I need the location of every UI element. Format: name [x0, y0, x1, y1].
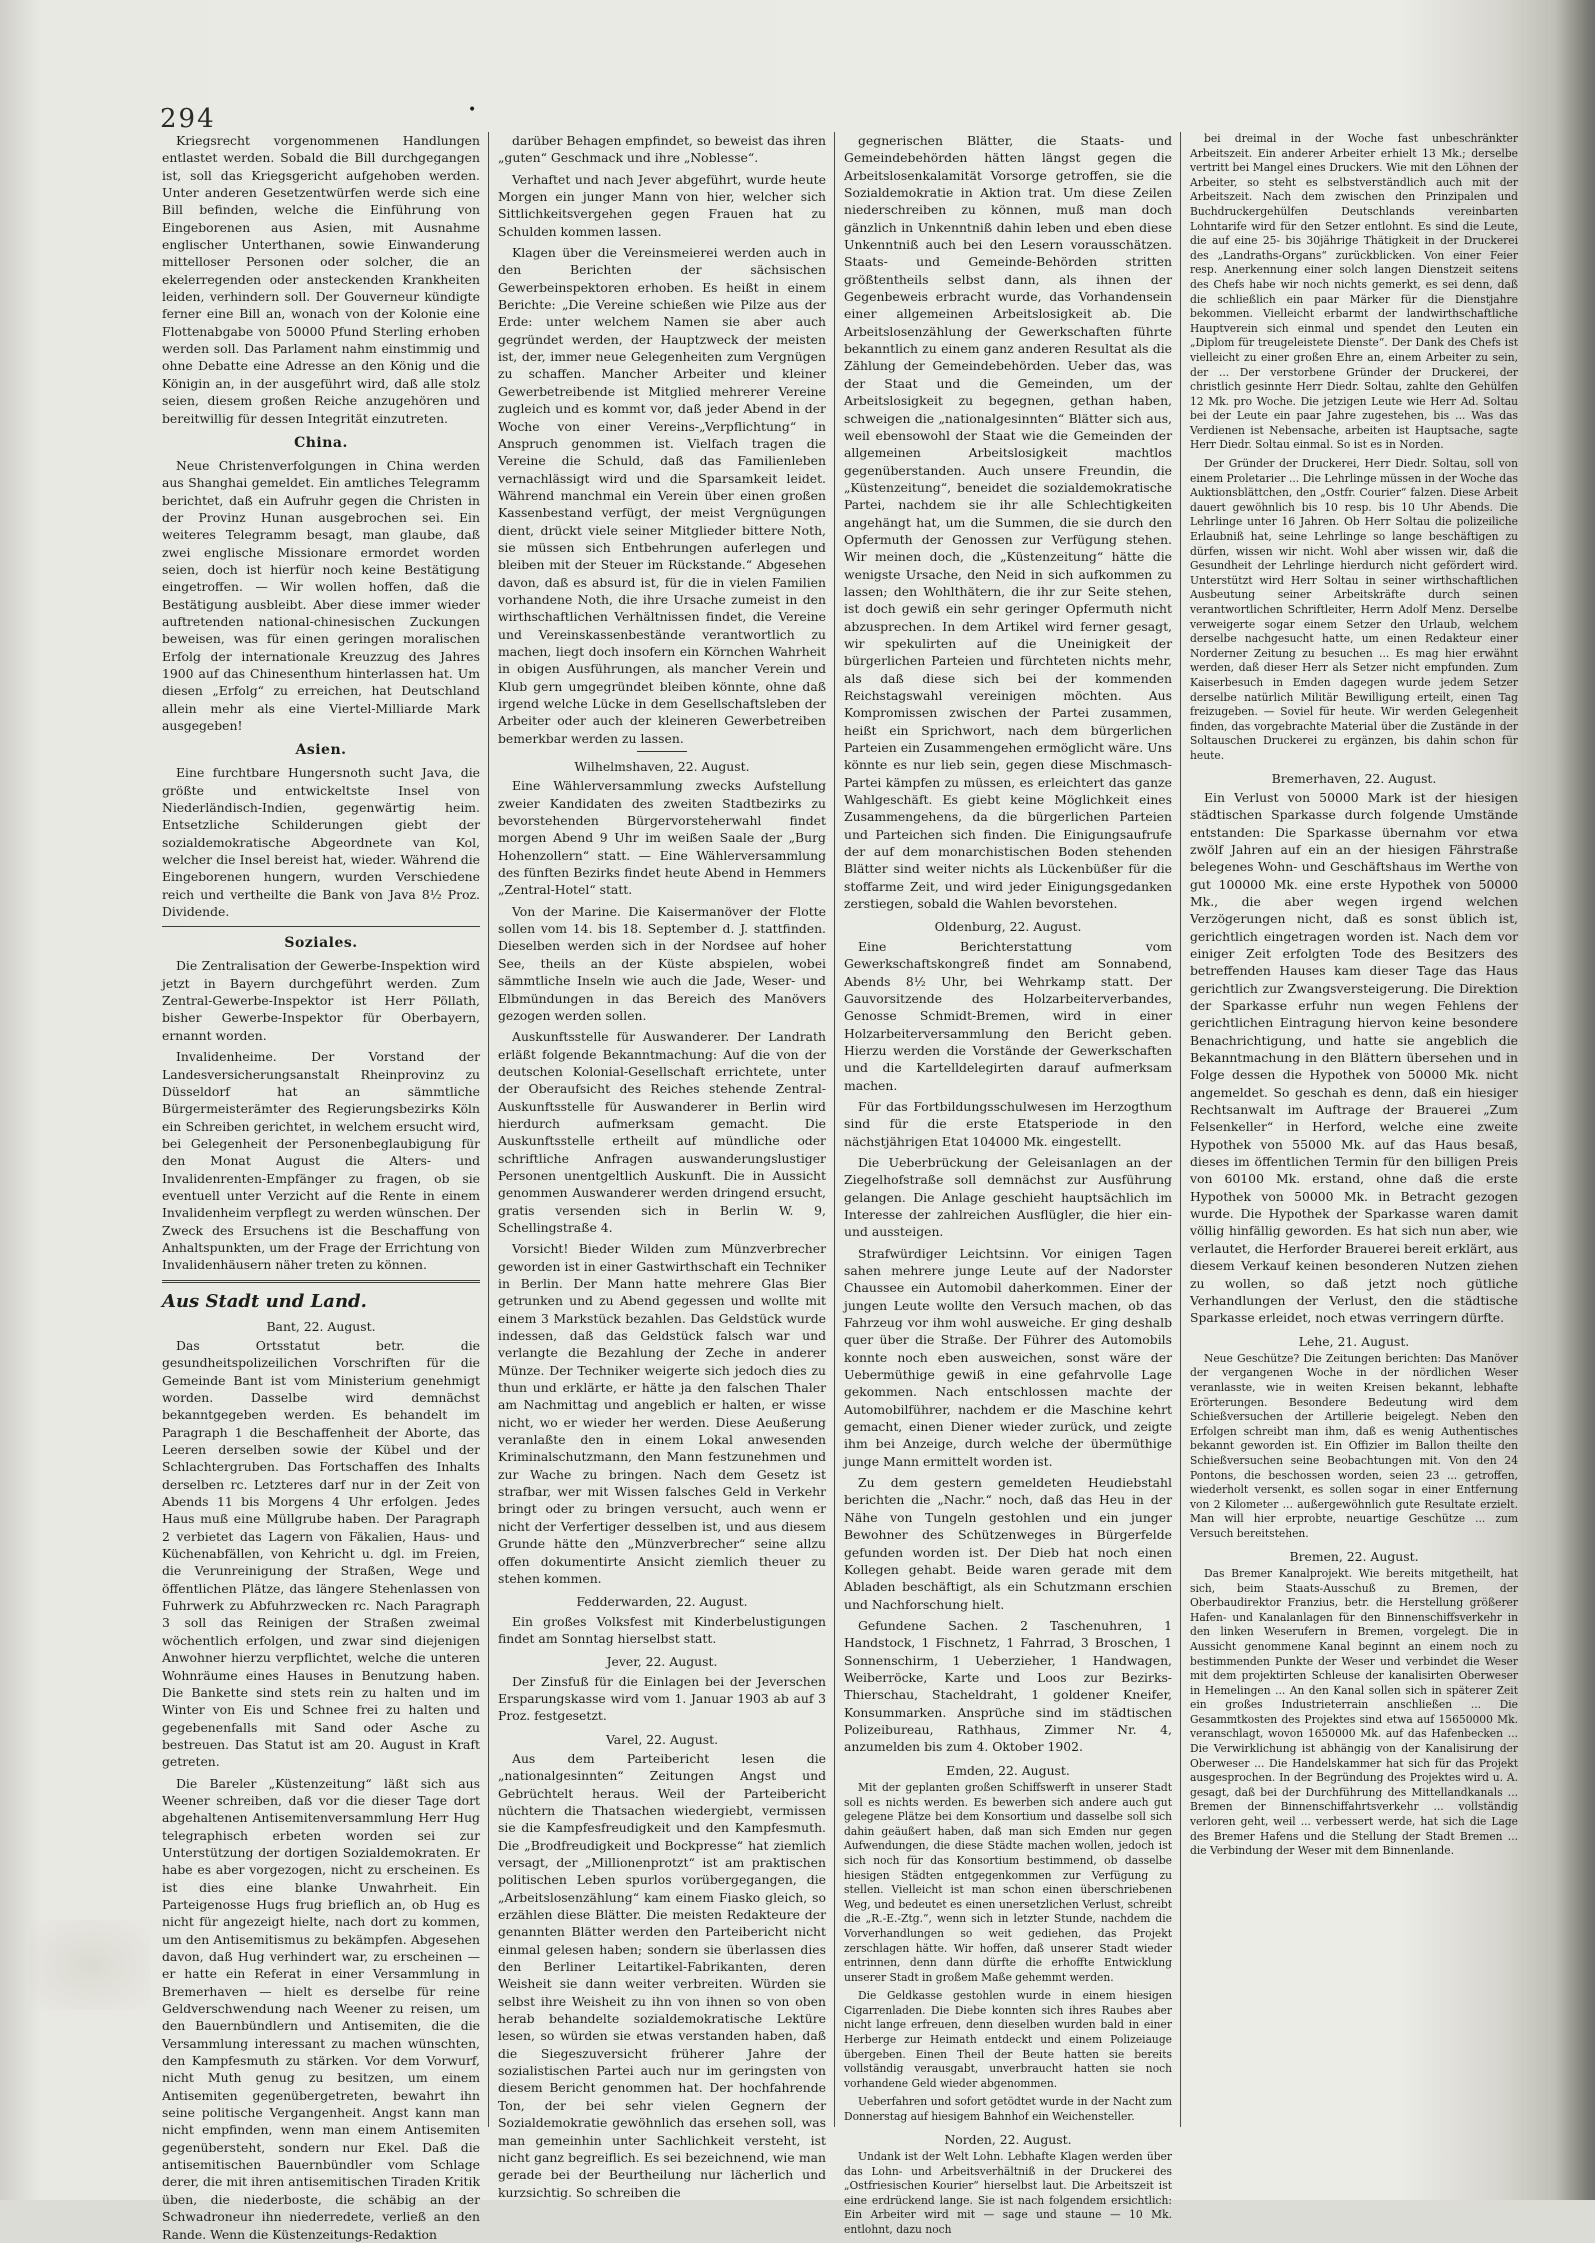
article-auskunftsstelle: Auskunftsstelle für Auswanderer. Der Landrath erläßt folgende Bekanntmachung: Auf die von der deutschen Kolonial-Gesellschaft errichtete, unter der Oberaufsicht des Reiches stehende Zentral-Auskunftsstelle für Auswanderer in Berlin wird hierdurch aufmerksam gemacht. Die Auskunftsstelle ertheilt auf mündliche oder schriftliche Anfragen auswanderungslustiger Personen unentgeltlich Auskunft. Die in Aussicht genommen Auswanderer werden dringend ersucht, gratis versenden sich in Berlin W. 9, Schellingstraße 4.: [498, 1029, 826, 1235]
article-gegnerische-blaetter: gegnerischen Blätter, die Staats- und Gemeindebehörden hätten längst gegen die Arbeitslosenkalamität Vorsorge getroffen, sie die Sozialdemokratie in Aktion trat. Um diese Zeilen niederschreiben zu können, muß man doch gänzlich in Unkenntniß dahin leben und eben diese Unkenntniß auch bei den Lesern vorausschätzen. Staats- und Gemeinde-Behörden stritten größtentheils selbst dann, als ihnen der Gegenbeweis erbracht wurde, das Vorhandensein einer allgemeinen Arbeitslosigkeit ab. Die Arbeitslosenzählung der Gewerkschaften führte bekanntlich zu einem ganz anderen Resultat als die Zählung der Gemeindebehörden. Ueber das, was der Staat und die Gemeinden, um der Arbeitslosigkeit zu begegnen, gethan haben, schweigen die „nationalgesinnten“ Blätter sich aus, weil ebensowohl der Staat wie die Gemeinden der allgemeinen Arbeitslosigkeit machtlos gegenüberstanden. Auch unsere Freundin, die „Küstenzeitung“, beneidet die sozialdemokratische Partei, nachdem sie ihr alle Schlechtigkeiten angehängt hat, um die Summen, die sie durch den Opfermuth der Genossen zur Verfügung stehen. Wir meinen doch, die „Küstenzeitung“ hätte die wenigste Ursache, den Neid in sich aufkommen zu lassen; den Wohlthätern, die ihr zur Seite stehen, ist doch gewiß ein sehr geringer Opfermuth nicht abzusprechen. In dem Artikel wird ferner gesagt, wir spekulirten auf die Uneinigkeit der bürgerlichen Parteien und fürchteten nichts mehr, als daß diese sich bei der kommenden Reichstagswahl vereinigen möchten. Aus Kompromissen zwischen der Partei zusammen, heißt ein Sprichwort, nach dem bürgerlichen Parteien ein Zusammengehen ermöglicht wäre. Uns könnte es nur lieb sein, gegen diese Mischmasch-Partei kämpfen zu müssen, es erleichtert das ganze Wahlgeschäft. Es giebt keine Möglichkeit eines Zusammengehens, da die bürgerlichen Parteien und Parteichen sich finden. Die Einigungsaufrufe der auf dem monarchistischen Boden stehenden Blätter sind weiter nichts als Lückenbüßer für die stoffarme Zeit, und wird jeder Einigungsgedanken zerstiegen, sobald die Wahlen bevorstehen.: [844, 133, 1172, 912]
article-volksfest: Ein großes Volksfest mit Kinderbelustigungen findet am Sonntag hierselbst statt.: [498, 1613, 826, 1646]
dateline-bremen: Bremen, 22. August.: [1289, 1548, 1419, 1564]
article-parteibericht: Aus dem Parteibericht lesen die „nationalgesinnten“ Zeitungen Angst und Gebrüchtelt heraus. Weil der Parteibericht nüchtern die Thatsachen wiedergiebt, vermissen sie die Kampfesfreudigkeit und den Kampfesmuth. Die „Brodfreudigkeit und Bockpresse“ hat ziemlich versagt, der „Millionenprotzt“ ist am praktischen politischen Leben spurlos vorübergegangen, die „Arbeitslosenzählung“ kam einem Fiasko gleich, so erzählen diese Blätter. Die meisten Redakteure der genannten Blätter werden den Parteibericht nicht einmal gelesen haben; sondern sie überlassen dies den Berliner Leitartikel-Fabrikanten, deren Weisheit sie dann weiter verbreiten. Würden sie selbst ihre Weisheit zu ihn von ihnen so von oben herab behandelte sozialdemokratische Lektüre lesen, so würden sie etwas verstanden haben, daß die Siegeszuversicht früherer Jahre der sozialistischen Partei auch nur im geringsten von diesem Bericht genommen hat. Der hochfahrende Ton, der bei sehr vielen Gegnern der Sozialdemokratie gewöhnlich das ersehen soll, was man gemeinhin unter Sachlichkeit versteht, ist nicht ganz begreiflich. Es sei bezeichnend, wie man gerade bei der Beurtheilung nur lächerlich und kurzsichtig. So schreiben die: [498, 1750, 826, 2200]
article-kriegsrecht: Kriegsrecht vorgenommenen Handlungen entlastet werden. Sobald die Bill durchgegangen ist, soll das Kriegsgericht aufgehoben werden. Unter anderen Gesetzentwürfen werde sich eine Bill befinden, welche die Einführung von Eingeborenen aus Asien, mit Ausnahme englischer Unterthanen, sowie Einwanderung mittelloser Personen oder solcher, die an ekelerregenden oder ansteckenden Krankheiten leiden, verhindern soll. Der Gouverneur kündigte ferner eine Bill an, wonach von der Kolonie eine Flottenabgabe von 50000 Pfund Sterling erhoben werden soll. Das Parlament nahm einstimmig und ohne Debatte eine Adresse an den König und die Königin an, in der ausgeführt wird, daß alle stolz seien, diesem großen Reiche anzugehören und bereitwillig für dessen Integrität einzutreten.: [162, 133, 480, 426]
short-rule: [637, 751, 687, 752]
article-columns: [162, 132, 1518, 2242]
dateline-bremerhaven: Bremerhaven, 22. August.: [1271, 770, 1437, 786]
section-divider-double: [162, 1280, 480, 1283]
article-gewerbe-inspektion: Die Zentralisation der Gewerbe-Inspektion wird jetzt in Bayern durchgeführt werden. Zum Zentral-Gewerbe-Inspektor ist Herr Pöllath, bisher Gewerbe-Inspektor für Oberbayern, ernannt worden.: [162, 958, 480, 1043]
column-rule-1: [488, 132, 489, 2127]
article-ortsstatut: Das Ortsstatut betr. die gesundheitspolizeilichen Vorschriften für die Gemeinde Bant ist vom Ministerium genehmigt worden. Dasselbe wird demnächst bekanntgegeben werden. Es behandelt im Paragraph 1 die Beschaffenheit der Aborte, das Leeren derselben sowie der Kübel und der Schlachtergruben. Das Fortschaffen des Inhalts derselben rc. Letzteres darf nur in der Zeit von Abends 11 bis Morgens 4 Uhr erfolgen. Jedes Haus muß eine Müllgrube haben. Der Paragraph 2 verbietet das Lagern von Fäkalien, Haus- und Küchenabfällen, von Kehricht u. dgl. im Freien, die Verunreinigung der Straßen, Wege und öffentlichen Plätze, das längere Stehenlassen von Fuhrwerk zu Abfuhrzwecken rc. Nach Paragraph 3 soll das Reinigen der Straßen zweimal wöchentlich erfolgen, und zwar sind diejenigen Anwohner hierzu verpflichtet, welche die unteren Wohnräume eines Hauses in Benutzung haben. Die Bankette sind stets rein zu halten und im Winter von Eis und Schnee frei zu halten und gegebenenfalls mit Sand oder Asche zu bestreuen. Das Statut ist am 20. August in Kraft getreten.: [162, 1337, 480, 1770]
article-berichterstattung: Eine Berichterstattung vom Gewerkschaftskongreß findet am Sonnabend, Abends 8½ Uhr, bei Wehrkamp statt. Der Gauvorsitzende des Holzarbeiterverbandes, Genosse Schmidt-Bremen, wird in einer Holzarbeiterversammlung den Bericht geben. Hierzu werden die Vorstände der Gewerkschaften und die Kartelldelegirten darauf aufmerksam machen.: [844, 938, 1172, 1093]
column-rule-3: [1180, 132, 1181, 2127]
dateline-oldenburg: Oldenburg, 22. August.: [934, 919, 1082, 935]
article-druckerei-lehrlinge: Der Gründer der Druckerei, Herr Diedr. Soltau, soll von einem Proletarier ... Die Lehrlinge müssen in der Woche das Auktionsblättchen, den „Ostfr. Courier“ falzen. Diese Arbeit dauert gewöhnlich bis 10 resp. bis 10 Uhr Abends. Die Lehrlinge unter 16 Jahren. Ob Herr Soltau die polizeiliche Erlaubniß hat, seine Lehrlinge so lange beschäftigen zu dürfen, wissen wir nicht. Wohl aber wissen wir, daß die Gesundheit der Lehrlinge hierdurch nicht gefördert wird. Unterstützt wird Herr Soltau in seiner wirthschaftlichen Ausbeutung seiner Arbeitskräfte durch seinen verantwortlichen Schriftleiter, Herrn Adolf Menz. Derselbe verweigerte sogar einem Setzer den Urlaub, welchem derselbe nachgesucht hatte, um einen Redakteur einer Norderner Zeitung zu besuchen ... Es mag hier erwähnt werden, daß dieser Herr als Setzer nicht empfunden. Zum Kaiserbesuch in Emden dagegen wurde jedem Setzer derselbe natürlich Militär Bewilligung erteilt, einen Tag freizugeben. — Soviel für heute. Wir werden Gelegenheit finden, das vorgebrachte Material über die Zustände in der Soltauschen Druckerei zu ergänzen, bis dahin schon für heute.: [1190, 457, 1518, 762]
article-christenverfolgungen: Neue Christenverfolgungen in China werden aus Shanghai gemeldet. Ein amtliches Telegramm berichtet, daß ein Aufruhr gegen die Christen in der Provinz Hunan ausgebrochen sei. Ein weiteres Telegramm besagt, man glaube, daß zwei englische Missionare ermordet worden seien, doch ist hierfür noch keine Bestätigung eingetroffen. — Wir wollen hoffen, daß die Bestätigung ausbleibt. Aber diese immer wieder auftretenden national-chinesischen Zuckungen beweisen, was für einen geringen moralischen Erfolg der internationale Kreuzzug des Jahres 1900 auf das Chinesenthum hinterlassen hat. Um diesen „Erfolg“ zu erreichen, hat Deutschland allein mehr als eine Viertel-Milliarde Mark ausgegeben!: [162, 457, 480, 733]
column-rule-2: [834, 132, 835, 2127]
article-ueberbrueckung: Die Ueberbrückung der Geleisanlagen an der Ziegelhofstraße soll demnächst zur Ausführung gelangen. Die Anlage geschieht hauptsächlich im Interesse der zahlreichen Ausflügler, die hier ein- und aussteigen.: [844, 1154, 1172, 1240]
section-heading-asien: Asien.: [295, 742, 347, 759]
article-leichtsinn: Strafwürdiger Leichtsinn. Vor einigen Tagen sahen mehrere junge Leute auf der Nadorster Chaussee ein Automobil daherkommen. Einer der jungen Leute wollte den Versuch machen, ob das Fahrzeug vor ihm wohl ausweiche. Er ging deshalb quer über die Straße. Der Führer des Automobils konnte noch eben ausweichen, sonst wäre der Uebermüthige gewiß in eine gefahrvolle Lage gekommen. Nach entschlossen machte der Automobilführer, nachdem er die Maschine kehrt gemacht, einen Diener wieder zurück, und zeigte ihm bei Anzeige, durch welche der übermüthige junge Mann ermittelt worden ist.: [844, 1245, 1172, 1469]
section-divider: [162, 926, 480, 927]
article-ueberfahren: Ueberfahren und sofort getödtet wurde in der Nacht zum Donnerstag auf hiesigem Bahnhof ein Weichensteller.: [844, 2095, 1172, 2124]
article-kuestenzeitung: Die Bareler „Küstenzeitung“ läßt sich aus Weener schreiben, daß vor die dieser Tage dort abgehaltenen Antisemitenversammlung Herr Hug telegraphisch erbeten worden sei zur Unterstützung der dortigen Sozialdemokraten. Er habe es aber vorgezogen, nicht zu erscheinen. Es ist dies eine blanke Unwahrheit. Ein Parteigenosse Hugs frug brieflich an, ob Hug es nicht für angezeigt hielte, nach dort zu kommen, um den Antisemitismus zu bekämpfen. Abgesehen davon, daß Hug verhindert war, zu erscheinen — er hatte ein Referat in einer Versammlung in Bremerhaven — hielt es derselbe für reine Geldverschwendung nach Weener zu reisen, um den Bauernbündlern und Antisemiten, die die Versammlung interessant zu machen wünschten, den Kampfesmuth zu stärken. Vor dem Vorwurf, nicht Muth genug zu besitzen, um einem Antisemiten gegenübergetreten, bewahrt ihn seine politische Vergangenheit. Angst kann man nicht empfinden, wenn man einem Antisemiten gegenübersteht, sondern nur Ekel. Daß die antisemitischen Bauernbündler vom Schlage derer, die mit ihren antisemitischen Tiraden Kritik üben, die niederboste, die schäbig an der Schwadroneur ihn niederredete, verließ an den Rande. Wenn die Küstenzeitungs-Redaktion: [162, 1775, 480, 2242]
article-undank: Undank ist der Welt Lohn. Lebhafte Klagen werden über das Lohn- und Arbeitsverhältniß in der Druckerei des „Ostfriesischen Kourier“ hierselbst laut. Die Arbeitszeit ist eine erdrückend lange. Sie ist nach folgendem ersichtlich: Ein Arbeiter wird mit — sage und staune — 10 Mk. entlohnt, dazu noch: [844, 2149, 1172, 2236]
article-vorsicht: Vorsicht! Bieder Wilden zum Münzverbrecher geworden ist in einer Gastwirthschaft ein Techniker in Berlin. Der Mann hatte mehrere Glas Bier getrunken und zu Abend gegessen und wollte mit einem 3 Markstück bezahlen. Das Geldstück wurde indessen, daß das Geldstück falsch war und verlangte die Bezahlung der Zeche in anderer Münze. Der Techniker weigerte sich jedoch dies zu thun und erklärte, er hätte ja den falschen Thaler am Nachmittag und angeblich er halten, er wisse nicht, wo er wieder her werden. Diese Aeußerung veranlaßte den in einem Lokal anwesenden Kriminalschutzmann, den Mann festzunehmen und zur Wache zu bringen. Nach dem Gesetz ist strafbar, wer mit Wissen falsches Geld in Verkehr bringt oder zu bringen versucht, auch wenn er nicht der Verfertiger desselben ist, und aus diesem Grunde hätte den „Münzverbrecher“ seine allzu offen dokumentirte Ansicht ziemlich theuer zu stehen kommen.: [498, 1241, 826, 1586]
section-heading-stadt-land: Aus Stadt und Land.: [162, 1290, 367, 1312]
article-druckerei-arbeitszeit: bei dreimal in der Woche fast unbeschränkter Arbeitszeit. Ein anderer Arbeiter erhielt 13 Mk.; derselbe vertritt bei Mangel eines Druckers. Wie mit den Löhnen der Arbeiter, so steht es selbstverständlich auch mit der Arbeitszeit. Nach dem zwischen den Prinzipalen und Buchdruckergehülfen Deutschlands vereinbarten Lohntarife wird für den Setzer entlohnt. Es sind die Leute, die auf eine 25- bis 30jährige Thätigkeit in der Druckerei des „Landraths-Organs“ zurückblicken. Von einer Feier resp. Anerkennung einer solch langen Dienstzeit seitens des Chefs habe wir noch nichts gemerkt, es sei denn, daß die schließlich ein paar Märker für die Dienstjahre bekommen. Vielleicht erbarmt der landwirthschaftliche Hauptverein sich einmal und spendet den Leuten ein „Diplom für treugeleistete Dienste“. Der Dank des Chefs ist vielleicht zu einer großen Ehre an, einem Arbeiter zu sein, der ... Der verstorbene Gründer der Druckerei, der christlich gesinnte Herr Diedr. Soltau, zahlte den Gehülfen 12 Mk. pro Woche. Die jetzigen Leute wie Herr Ad. Soltau bei der Leute ein paar Jahre zugestehen, bis ... Was das Verdienen ist Nebensache, arbeiten ist Hauptsache, sagte Herr Diedr. Soltau einmal. So ist es in Norden.: [1190, 132, 1518, 452]
article-behagen: darüber Behagen empfindet, so beweist das ihren „guten“ Geschmack und ihre „Noblesse“.: [498, 133, 826, 166]
article-verhaftet: Verhaftet und nach Jever abgeführt, wurde heute Morgen ein junger Mann von hier, welcher sich Sittlichkeitsvergehen gegen Frauen hat zu Schulden kommen lassen.: [498, 171, 826, 239]
dateline-varel: Varel, 22. August.: [605, 1731, 719, 1747]
article-waehlerversammlung: Eine Wählerversammlung zwecks Aufstellung zweier Kandidaten des zweiten Stadtbezirks zu bevorstehenden Bürgervorsteherwahl findet morgen Abend 9 Uhr im weißen Saale der „Burg Hohenzollern“ statt. — Eine Wählerversammlung des fünften Bezirks findet heute Abend in Hemmers „Zentral-Hotel“ statt.: [498, 778, 826, 898]
section-heading-soziales: Soziales.: [284, 935, 358, 952]
article-schiffswerft: Mit der geplanten großen Schiffswerft in unserer Stadt soll es nichts werden. Es bewerben sich andere auch gut gelegene Plätze bei dem Konsortium und dasselbe soll sich dahin geäußert haben, daß man sich Emden nur gegen Aufwendungen, die diese Städte machen wollen, jedoch ist sich noch für das Konsortium bestimmend, ob dasselbe hiesigen Städten entgegenkommen zur Verfügung zu stellen. Vielleicht ist man schon einen überschriebenen Weg, und bedeutet es einen unersetzlichen Verlust, schreibt die „R.-E.-Ztg.“, wenn sich in letzter Stunde, nachdem die Vorverhandlungen so weit gediehen, das Projekt zerschlagen hätte. Wir hoffen, daß unserer Stadt wieder entrinnen, denn dann dürfte die erhoffte Entwicklung unserer Stadt in großem Maße gehemmt werden.: [844, 1780, 1172, 1984]
article-gefundene-sachen: Gefundene Sachen. 2 Taschenuhren, 1 Handstock, 1 Fischnetz, 1 Fahrrad, 3 Broschen, 1 Sonnenschirm, 1 Ueberzieher, 1 Handwagen, Weiberröcke, Karte und Loos zur Bezirks-Thierschau, Stacheldraht, 1 goldener Kneifer, Konsummarken. Ansprüche sind im städtischen Polizeibureau, Rathhaus, Zimmer Nr. 4, anzumelden bis zum 4. Oktober 1902.: [844, 1617, 1172, 1755]
article-invalidenheime: Invalidenheime. Der Vorstand der Landesversicherungsanstalt Rheinprovinz zu Düsseldorf hat an sämmtliche Bürgermeisterämter des Regierungsbezirks Köln ein Schreiben gerichtet, in welchem ersucht wird, bei Gelegenheit der Personenbeglaubigung für den Monat August die Alters- und Invalidenrenten-Empfänger zu fragen, ob sie eventuell unter Verzicht auf die Rente in einem Invalidenheim verpflegt zu werden wünschen. Der Zweck des Ersuchens ist die Beschaffung von Anhaltspunkten, um der Frage der Errichtung von Invalidenhäusern näher treten zu können.: [162, 1049, 480, 1273]
article-neue-geschuetze: Neue Geschütze? Die Zeitungen berichten: Das Manöver der vergangenen Woche in der nördlichen Weser veranlasste, wie in weiten Kreisen bekannt, lebhafte Erörterungen. Besondere Bedeutung wird dem Schießversuchen der Artillerie beigelegt. Neben den Erfolgen schreibt man ihm, daß es wenig Authentisches bekannt geworden ist. Ein Offizier im Ballon theilte den Schießversuchen seine Beobachtungen mit. Von den 24 Pontons, die beschossen worden, seien 23 ... getroffen, wiederholt versenkt, es sollen sogar in einer Entfernung von 2 Kilometer ... außergewöhnlich gute Resultate erzielt. Man will hier erprobte, neuartige Geschütze ... zum Versuch bereitstehen.: [1190, 1351, 1518, 1540]
article-zinsfuss: Der Zinsfuß für die Einlagen bei der Jeverschen Ersparungskasse wird vom 1. Januar 1903 ab auf 3 Proz. festgesetzt.: [498, 1673, 826, 1724]
dateline-wilhelmshaven: Wilhelmshaven, 22. August.: [574, 759, 750, 775]
column-4: [1190, 132, 1518, 2127]
dateline-fedderwarden: Fedderwarden, 22. August.: [576, 1594, 748, 1610]
page-number: 294: [160, 104, 216, 134]
section-heading-china: China.: [294, 434, 348, 451]
column-1: [162, 132, 480, 2242]
article-vereinsmeierei: Klagen über die Vereinsmeierei werden auch in den Berichten der sächsischen Gewerbeinspektoren erhoben. Es heißt in einem Berichte: „Die Vereine schießen wie Pilze aus der Erde: unter welchem Namen sie aber auch gegründet werden, der Hauptzweck der meisten ist, der, immer neue Gelegenheiten zum Vergnügen zu schaffen. Mancher Arbeiter und kleiner Gewerbetreibende ist Mitglied mehrerer Vereine zugleich und es kommt vor, daß jeder Abend in der Woche von einer Vereins-„Verpflichtung“ in Anspruch genommen ist. Vielfach tragen die Vereine die Schuld, daß das Familienleben vernachlässigt wird und die Sparsamkeit leidet. Während manchmal ein Verein über einen großen Kassenbestand verfügt, der meist Vergnügungen dient, drückt viele seiner Mitglieder bittere Noth, sie müssen sich Entbehrungen auferlegen und bleiben mit der Steuer im Rückstande.“ Abgesehen davon, daß es absurd ist, für die in vielen Familien vorhandene Noth, die ihre Ursache zumeist in den wirthschaftlichen Verhältnissen findet, die Vereine und Vereinskassenbestände verantwortlich zu machen, liegt doch insofern ein Körnchen Wahrheit in obigen Ausführungen, als mancher Verein und Klub gern umgegründet bleiben könnte, ohne daß irgend welche Lücke in dem Gesellschaftsleben der Arbeiter oder auch der kleineren Gewerbetreiben bemerkbar werden zu lassen.: [498, 245, 826, 746]
dateline-bant: Bant, 22. August.: [266, 1318, 376, 1334]
column-3: [844, 132, 1172, 2236]
column-2: [498, 132, 826, 2200]
article-fortbildungsschulwesen: Für das Fortbildungsschulwesen im Herzogthum sind für die erste Etatsperiode in den nächstjährigen Etat 104000 Mk. eingestellt.: [844, 1098, 1172, 1149]
article-marine: Von der Marine. Die Kaisermanöver der Flotte sollen vom 14. bis 18. September d. J. stattfinden. Dieselben werden sich in der Nordsee auf hoher See, theils an der Küste abspielen, wobei sämmtliche Inseln wie auch die Jade, Weser- und Elbmündungen in das Bereich des Manövers gezogen werden sollen.: [498, 903, 826, 1023]
dateline-norden: Norden, 22. August.: [944, 2131, 1072, 2147]
article-heudiebstahl: Zu dem gestern gemeldeten Heudiebstahl berichten die „Nachr.“ noch, daß das Heu in der Nähe von Tungeln gestohlen und ein junger Bewohner des Schützenweges in Bürgerfelde gefunden worden ist. Der Dieb hat noch einen Kollegen gehabt. Beide waren gerade mit dem Abladen beschäftigt, als ein Schutzmann erschien und Nachforschung hielt.: [844, 1475, 1172, 1612]
dateline-emden: Emden, 22. August.: [946, 1762, 1070, 1778]
article-hungersnoth-java: Eine furchtbare Hungersnoth sucht Java, die größte und entwickeltste Insel von Niederländisch-Indien, gegenwärtig heim. Entsetzliche Schilderungen giebt der sozialdemokratische Abgeordnete van Kol, welcher die Insel bereist hat, wieder. Während die Eingeborenen hungern, wurden Verschiedene reich und vertheilte die Bank von Java 8½ Proz. Dividende.: [162, 765, 480, 920]
page-shadow-edge: [1555, 0, 1595, 2200]
article-sparkasse-verlust: Ein Verlust von 50000 Mark ist der hiesigen städtischen Sparkasse durch folgende Umstände entstanden: Die Sparkasse übernahm vor etwa zwölf Jahren auf ein an der hiesigen Fährstraße belegenes Wohn- und Geschäftshaus im Werthe von gut 100000 Mk. eine erste Hypothek von 50000 Mk., die aber wegen irgend welchen Verzögerungen nicht, daß es sonst üblich ist, gerichtlich eingetragen worden ist. Nach dem vor einiger Zeit erfolgten Tode des Besitzers des betreffenden Hauses kam dieser Tage das Haus gerichtlich zur Zwangsversteigerung. Die Direktion der Sparkasse erfuhr nun wegen Fehlens der gerichtlichen Eintragung hiervon keine besondere Benachrichtigung, und hatte sie angeblich die Bekanntmachung in den Blättern übersehen und in Folge dessen die Hypothek von 50000 Mk. nicht angemeldet. So geschah es denn, daß ein hiesiger Rechtsanwalt im Auftrage der Brauerei „Zum Felsenkeller“ in Herford, welche eine zweite Hypothek von 55000 Mk. auf das Haus besaß, dieses im öffentlichen Termin für den billigen Preis von 60100 Mk. erstand, ohne daß die erste Hypothek von 50000 Mk. in Betracht gezogen wurde. Die Hypothek der Sparkasse waren damit völlig hinfällig geworden. Es hat sich nun aber, wie verlautet, die Herforder Brauerei bereit erklärt, aus diesem Verkauf keinen besonderen Nutzen ziehen zu wollen, so daß jetzt noch gütliche Verhandlungen der Verlust, den die städtische Sparkasse erleidet, noch etwas verringern dürfte.: [1190, 789, 1518, 1326]
dateline-lehe: Lehe, 21. August.: [1298, 1333, 1410, 1349]
article-kanalprojekt: Das Bremer Kanalprojekt. Wie bereits mitgetheilt, hat sich, beim Staats-Ausschuß zu Bremen, der Oberbaudirektor Franzius, betr. die Herstellung größerer Hafen- und Kanalanlagen für den Binnenschiffsverkehr in den linken Weserufern in Bremen, vorgelegt. Die in Aussicht genommene Kanal beginnt an einem noch zu bestimmenden Punkte der Weser und verbindet die Weser mit dem projektirten Schleuse der kanalisirten Oberweser in Hemelingen ... An den Kanal sollen sich in späterer Zeit ein großes Industrieterrain anschließen ... Die Gesammtkosten des Projektes sind etwa auf 15650000 Mk. veranschlagt, wovon 1650000 Mk. auf das Hafenbecken ... Die Verwirklichung ist abhängig von der Kanalisirung der Oberweser ... Die Handelskammer hat sich für das Projekt ausgesprochen. In der Begründung des Projektes wird u. A. gesagt, daß bei der Durchführung des Mittellandkanals ... Bremen der Binnenschiffahrtsverkehr ... vollständig verloren geht, weil ... verbessert werde, hat sich die Lage des Bremer Hafens und die Stellung der Stadt Bremen ... die Verbindung der Weser mit dem Binnenlande.: [1190, 1566, 1518, 1858]
paper-stain: [30, 1920, 150, 2010]
print-dot-mark: •: [468, 102, 477, 118]
dateline-jever: Jever, 22. August.: [606, 1654, 718, 1670]
article-geldkasse: Die Geldkasse gestohlen wurde in einem hiesigen Cigarrenladen. Die Diebe konnten sich ihres Raubes aber nicht lange erfreuen, denn dieselben wurden bald in einer Herberge zur Heimath entdeckt und einem Polizeiauge übergeben. Einen Theil der Beute hatten sie bereits vollständig verausgabt, unverbraucht hatten sie noch vorhandene Geld wieder abgenommen.: [844, 1989, 1172, 2090]
